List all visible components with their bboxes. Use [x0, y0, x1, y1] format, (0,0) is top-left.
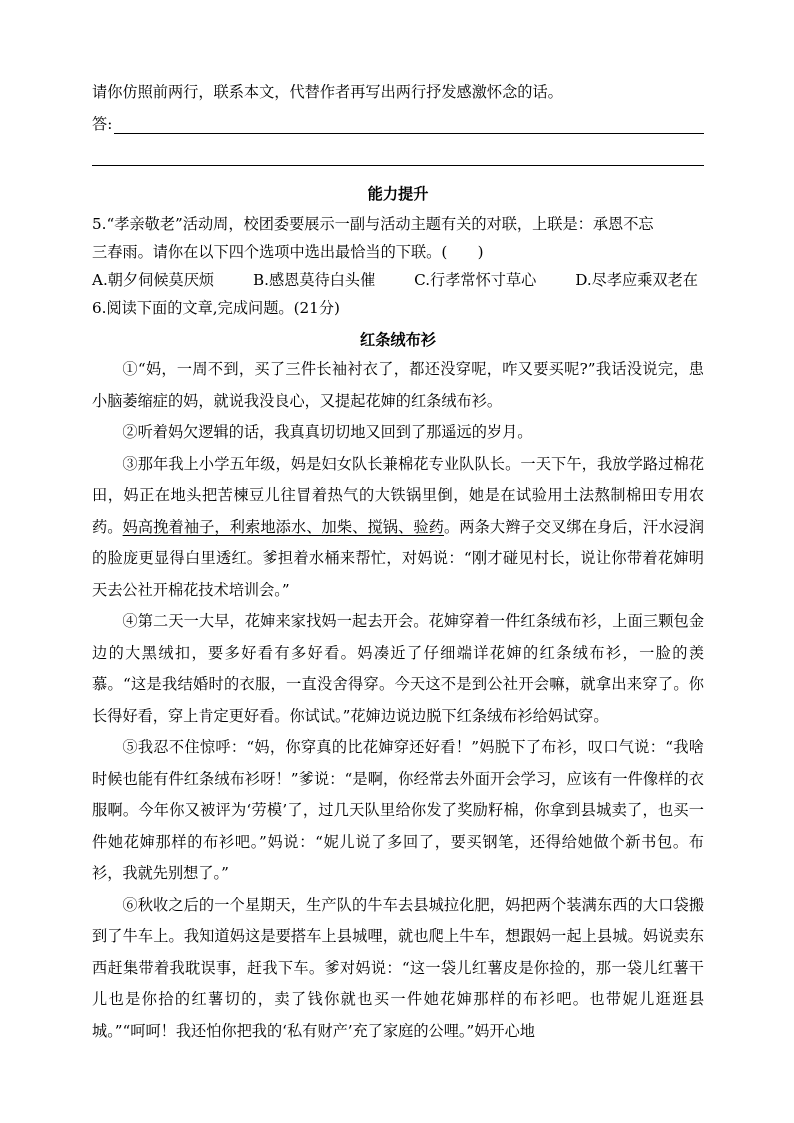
- p3-underlined-sentence: 妈高挽着袖子，利索地添水、加柴、搅锅、验药: [122, 517, 444, 536]
- article-paragraph-6: ⑥秋收之后的一个星期天，生产队的牛车去县城拉化肥，妈把两个装满东西的大口袋搬到了牛车上。我知道妈这是要搭车上县城哩，就也爬上牛车，想跟妈一起上县城。妈说卖东西赶集带着我耽误事，赶我下车。爹对妈说：“这一袋儿红薯皮是你捡的，那一袋儿红薯干儿也是你拾的红薯切的，卖了钱你就也买一件她花婶那样的布衫吧。也带妮儿逛逛县城。”“呵呵！我还怕你把我的‘私有财产’充了家庭的公哩。”妈开心地: [92, 895, 704, 1040]
- article-paragraph-5: ⑤我忍不住惊呼：“妈，你穿真的比花婶穿还好看！”妈脱下了布衫，叹口气说：“我啥时候也能有件红条绒布衫呀！”爹说：“是啊，你经常去外面开会学习，应该有一件像样的衣服啊。今年你又被评为‘劳模’了，过几天队里给你发了奖励籽棉，你拿到县城卖了，也买一件她花婶那样的布衫吧。”妈说：“妮儿说了多回了，要买钢笔，还得给她做个新书包。布衫，我就先别想了。”: [92, 738, 704, 882]
- section-title: 能力提升: [367, 185, 429, 203]
- q4-instruction: 请你仿照前两行，联系本文，代替作者再写出两行抒发感激怀念的话。: [92, 83, 563, 101]
- option-a[interactable]: A.朝夕伺候莫厌烦: [92, 271, 215, 289]
- p3-text-a: ③那年我上小学五年级，妈是妇女队长兼棉花专业队队长。一天下午，我放学路过棉花田，妈正在地头把苦楝豆儿往冒着热气的大铁锅里倒，她是在试验用土法熬制棉田专用农药。: [92, 454, 704, 536]
- answer-line-2[interactable]: [92, 164, 704, 166]
- p3-text-b: 。两条大辫子交叉绑在身后，汗水浸润的脸庞更显得白里透红。爹担着水桶来帮忙，对妈说：“刚才碰见村长，说让你带着花婶明天去公社开棉花技术培训会。”: [92, 517, 705, 599]
- answer-row: [92, 106, 704, 134]
- article-paragraph-1: ①“妈，一周不到，买了三件长袖衬衣了，都还没穿呢，咋又要买呢?”我话没说完，患小脑萎缩症的妈，就说我没良心，又提起花婶的红条绒布衫。: [92, 360, 704, 410]
- q5-line2: 三春雨。请你在以下四个选项中选出最恰当的下联。( ): [92, 243, 484, 261]
- article-title: 红条绒布衫: [360, 331, 436, 349]
- q5-options: [92, 266, 704, 294]
- q6-prompt: 6.阅读下面的文章,完成问题。(21分): [92, 299, 340, 317]
- page-content: [92, 78, 704, 1047]
- article-paragraph-2: ②听着妈欠逻辑的话，我真真切切地又回到了那遥远的岁月。: [122, 423, 533, 441]
- answer-line[interactable]: [114, 115, 704, 134]
- answer-label: 答:: [92, 115, 113, 133]
- option-b[interactable]: B.感恩莫待白头催: [252, 271, 376, 289]
- option-c[interactable]: C.行孝常怀寸草心: [414, 271, 537, 289]
- article-paragraph-4: ④第二天一大早，花婶来家找妈一起去开会。花婶穿着一件红条绒布衫，上面三颗包金边的大黑绒扣，要多好看有多好看。妈凑近了仔细端详花婶的红条绒布衫，一脸的羡慕。“这是我结婚时的衣服，一直没舍得穿。今天这不是到公社开会嘛，就拿出来穿了。你长得好看，穿上肯定更好看。你试试。”花婶边说边脱下红条绒布衫给妈试穿。: [92, 612, 704, 725]
- article-paragraph-3: [92, 449, 704, 607]
- q5-line1: 5.“孝亲敬老”活动周，校团委要展示一副与活动主题有关的对联，上联是：承恩不忘: [92, 215, 654, 233]
- option-d[interactable]: D.尽孝应乘双老在: [575, 271, 698, 289]
